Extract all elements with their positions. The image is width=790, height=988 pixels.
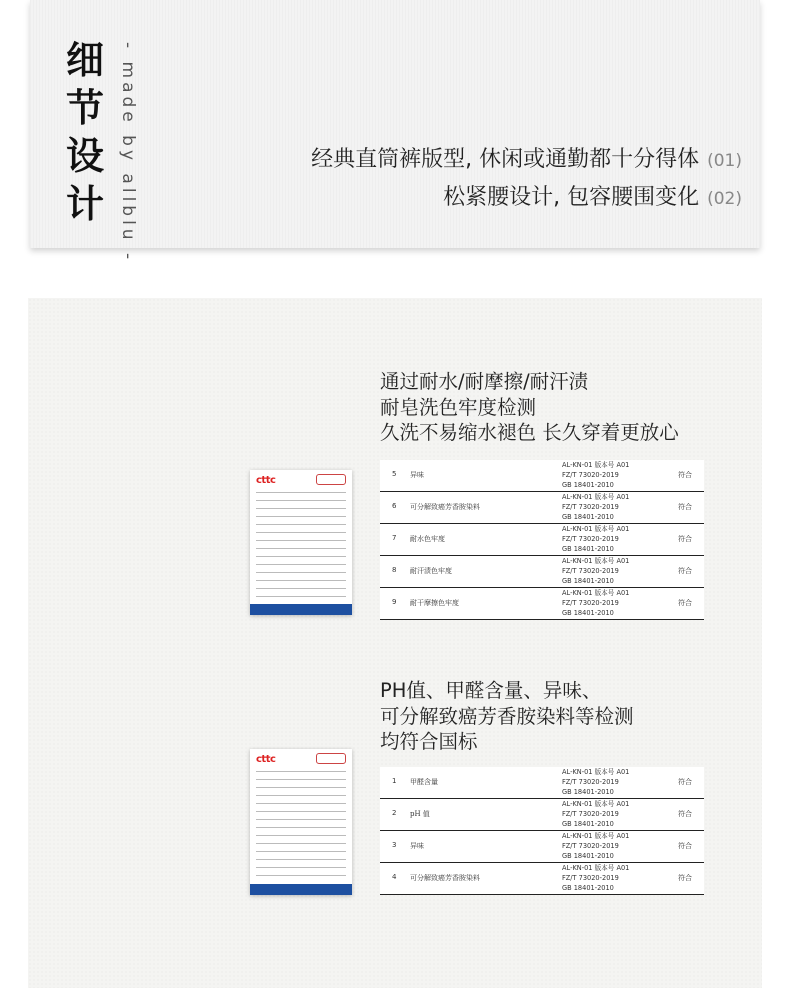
feature-2 <box>443 180 742 211</box>
report-line <box>256 835 346 836</box>
row-item: 甲醛含量 <box>410 778 438 786</box>
row-result: 符合 <box>678 471 692 479</box>
feature-1-num: (01) <box>707 151 742 171</box>
feature-1-text: 经典直筒裤版型, 休闲或通勤都十分得体 <box>311 147 700 172</box>
row-standard: AL-KN-01 版本号 A01 FZ/T 73020-2019 GB 18401-2010 <box>562 864 630 893</box>
report-line <box>256 524 346 525</box>
row-result: 符合 <box>678 874 692 882</box>
section1-line: 耐皂洗色牢度检测 <box>380 395 537 419</box>
feature-2-num: (02) <box>707 189 742 209</box>
report-line <box>256 588 346 589</box>
row-item: 耐干摩擦色牢度 <box>410 599 459 607</box>
row-number: 4 <box>392 873 397 881</box>
row-item: 异味 <box>410 842 424 850</box>
row-standard: AL-KN-01 版本号 A01 FZ/T 73020-2019 GB 18401-2010 <box>562 461 630 490</box>
row-result: 符合 <box>678 599 692 607</box>
row-number: 6 <box>392 502 397 510</box>
feature-1 <box>311 142 742 173</box>
table-row <box>380 799 704 831</box>
report-line <box>256 532 346 533</box>
report-line <box>256 564 346 565</box>
report-seal <box>316 753 346 764</box>
row-standard: AL-KN-01 版本号 A01 FZ/T 73020-2019 GB 18401-2010 <box>562 589 630 618</box>
row-standard: AL-KN-01 版本号 A01 FZ/T 73020-2019 GB 18401-2010 <box>562 493 630 522</box>
section2-line: 可分解致癌芳香胺染料等检测 <box>380 704 634 728</box>
section1-line: 久洗不易缩水褪色 长久穿着更放心 <box>380 421 679 444</box>
test-report-thumbnail <box>250 470 352 615</box>
report-seal <box>316 474 346 485</box>
row-item: 耐汗渍色牢度 <box>410 567 452 575</box>
table-row <box>380 524 704 556</box>
row-number: 9 <box>392 598 397 606</box>
table-row <box>380 588 704 620</box>
row-standard: AL-KN-01 版本号 A01 FZ/T 73020-2019 GB 18401-2010 <box>562 768 630 797</box>
section1-line: 通过耐水/耐摩擦/耐汗渍 <box>380 370 589 393</box>
test-report-thumbnail <box>250 749 352 895</box>
report-line <box>256 843 346 844</box>
report-line <box>256 572 346 573</box>
report-line <box>256 596 346 597</box>
row-result: 符合 <box>678 535 692 543</box>
row-result: 符合 <box>678 810 692 818</box>
report-line <box>256 771 346 772</box>
row-item: pH 值 <box>410 810 430 818</box>
row-number: 8 <box>392 566 397 574</box>
row-result: 符合 <box>678 778 692 786</box>
report-line <box>256 580 346 581</box>
feature-2-text: 松紧腰设计, 包容腰围变化 <box>443 185 700 210</box>
row-item: 可分解致癌芳香胺染料 <box>410 503 480 511</box>
report-line <box>256 556 346 557</box>
row-standard: AL-KN-01 版本号 A01 FZ/T 73020-2019 GB 18401-2010 <box>562 557 630 586</box>
row-result: 符合 <box>678 567 692 575</box>
report-line <box>256 875 346 876</box>
report-footer <box>250 604 352 615</box>
row-number: 7 <box>392 534 397 542</box>
table-row <box>380 460 704 492</box>
report-line <box>256 867 346 868</box>
report-line <box>256 500 346 501</box>
report-line <box>256 508 346 509</box>
row-standard: AL-KN-01 版本号 A01 FZ/T 73020-2019 GB 18401-2010 <box>562 800 630 829</box>
report-line <box>256 851 346 852</box>
section1-description <box>380 369 679 446</box>
table-row <box>380 831 704 863</box>
report-line <box>256 540 346 541</box>
table-row <box>380 863 704 895</box>
section1-test-table <box>380 460 704 620</box>
table-row <box>380 556 704 588</box>
report-logo: cttc <box>256 475 276 486</box>
row-result: 符合 <box>678 842 692 850</box>
row-number: 5 <box>392 470 397 478</box>
report-line <box>256 548 346 549</box>
row-number: 1 <box>392 777 397 785</box>
report-logo: cttc <box>256 754 276 765</box>
row-item: 异味 <box>410 471 424 479</box>
report-line <box>256 819 346 820</box>
row-number: 3 <box>392 841 397 849</box>
row-standard: AL-KN-01 版本号 A01 FZ/T 73020-2019 GB 18401-2010 <box>562 525 630 554</box>
row-result: 符合 <box>678 503 692 511</box>
section2-test-table <box>380 767 704 895</box>
table-row <box>380 767 704 799</box>
section2-line: 均符合国标 <box>380 730 478 753</box>
report-line <box>256 827 346 828</box>
report-line <box>256 795 346 796</box>
row-item: 可分解致癌芳香胺染料 <box>410 874 480 882</box>
section2-description <box>380 678 634 755</box>
report-line <box>256 803 346 804</box>
report-line <box>256 811 346 812</box>
row-item: 耐水色牢度 <box>410 535 445 543</box>
report-line <box>256 779 346 780</box>
report-line <box>256 516 346 517</box>
report-line <box>256 492 346 493</box>
report-line <box>256 787 346 788</box>
row-number: 2 <box>392 809 397 817</box>
table-row <box>380 492 704 524</box>
report-footer <box>250 884 352 895</box>
report-line <box>256 859 346 860</box>
section2-line: PH值、甲醛含量、异味、 <box>380 679 602 702</box>
page-title: 细节设计 <box>65 38 104 226</box>
row-standard: AL-KN-01 版本号 A01 FZ/T 73020-2019 GB 18401-2010 <box>562 832 630 861</box>
made-by-subtitle: - made by allblu - <box>118 42 138 264</box>
